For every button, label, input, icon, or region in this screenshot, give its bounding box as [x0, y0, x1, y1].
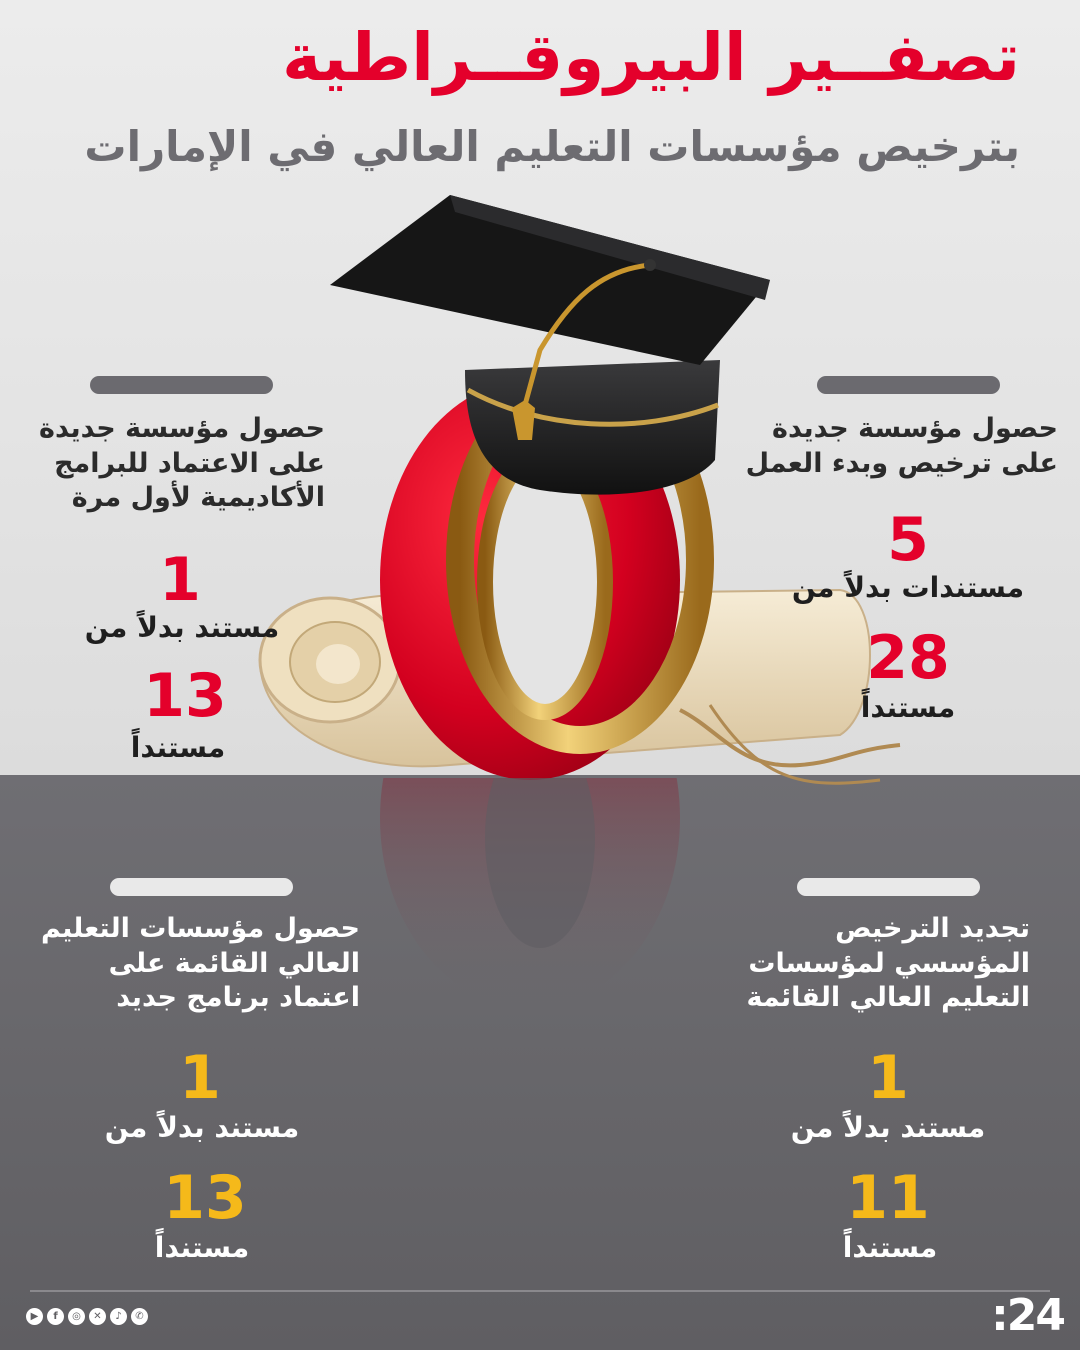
graduation-cap-icon [330, 195, 770, 495]
new-doc-label-bottom-right: مستند بدلاً من [790, 1111, 986, 1144]
x-icon[interactable]: ✕ [89, 1308, 106, 1325]
new-doc-label-top-right: مستندات بدلاً من [791, 571, 1025, 604]
footer-divider [30, 1290, 1050, 1292]
zero-reflection [360, 778, 720, 1008]
new-doc-count-bottom-right: 1 [867, 1043, 909, 1113]
old-doc-count-bottom-left: 13 [163, 1163, 247, 1233]
old-doc-label-bottom-right: مستنداً [842, 1231, 938, 1264]
card-description-bottom-right: تجديد الترخيص المؤسسي لمؤسسات التعليم العالي القائمة [746, 913, 1030, 1014]
zero-label: 0 [240, 190, 241, 191]
card-description-bottom-left: حصول مؤسسات التعليم العالي القائمة على اعتماد برنامج جديد [40, 913, 360, 1014]
whatsapp-icon[interactable]: ✆ [131, 1308, 148, 1325]
card-description-top-left: حصول مؤسسة جديدة على الاعتماد للبرامج الأكاديمية لأول مرة [39, 413, 325, 514]
new-doc-label-top-left: مستند بدلاً من [84, 611, 280, 644]
page-subtitle: بترخيص مؤسسات التعليم العالي في الإمارات [84, 122, 1020, 171]
new-doc-count-top-left: 1 [159, 545, 201, 615]
card-divider-bottom-left [110, 878, 293, 896]
card-divider-top-right [817, 376, 1000, 394]
old-doc-label-bottom-left: مستنداً [154, 1231, 250, 1264]
new-doc-count-top-right: 5 [887, 505, 929, 575]
old-doc-label-top-right: مستنداً [860, 691, 956, 724]
social-icons [26, 1308, 148, 1325]
old-doc-label-top-left: مستنداً [130, 731, 226, 764]
new-doc-label-bottom-left: مستند بدلاً من [104, 1111, 300, 1144]
brand-logo: :24 [991, 1290, 1064, 1341]
facebook-icon[interactable]: f [47, 1308, 64, 1325]
youtube-icon[interactable]: ▶ [26, 1308, 43, 1325]
old-doc-count-top-right: 28 [866, 623, 950, 693]
card-divider-top-left [90, 376, 273, 394]
old-doc-count-top-left: 13 [143, 661, 227, 731]
tiktok-icon[interactable]: ♪ [110, 1308, 127, 1325]
old-doc-count-bottom-right: 11 [846, 1163, 930, 1233]
instagram-icon[interactable]: ◎ [68, 1308, 85, 1325]
card-description-top-right: حصول مؤسسة جديدة على ترخيص وبدء العمل [745, 413, 1058, 479]
page-title: تصفــير البيروقــراطية [282, 19, 1020, 96]
new-doc-count-bottom-left: 1 [179, 1043, 221, 1113]
card-divider-bottom-right [797, 878, 980, 896]
